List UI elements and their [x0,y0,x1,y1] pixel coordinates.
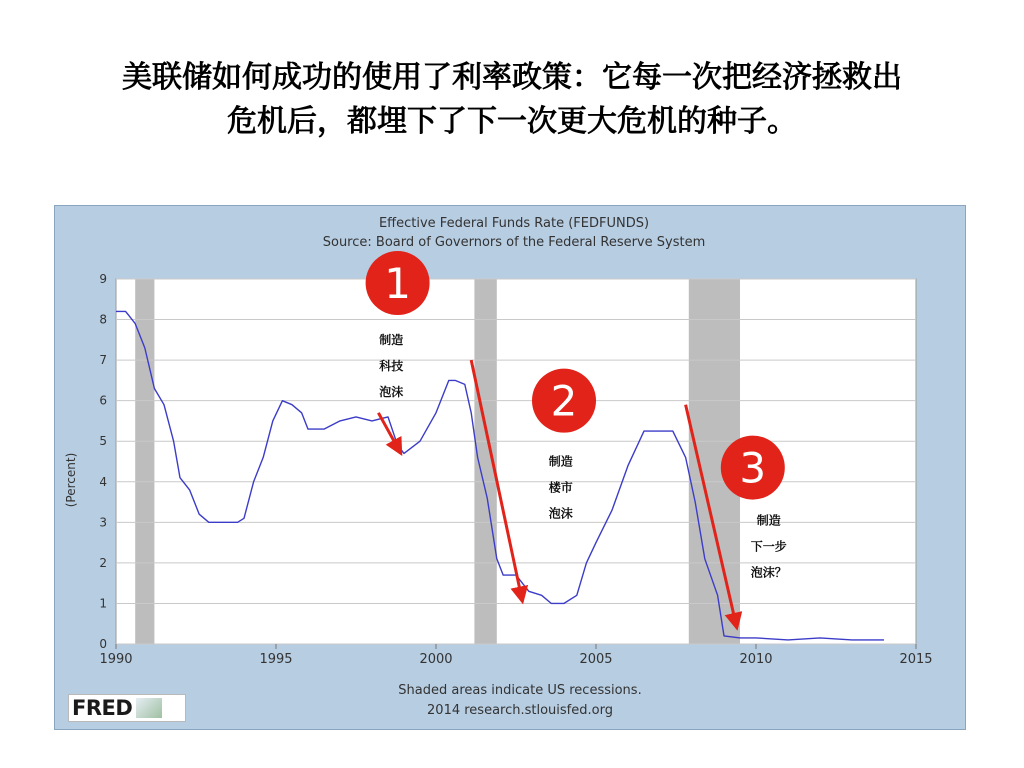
annotation-text: 下一步 [750,539,787,554]
slide-title-line-2: 危机后，都埋下了下一次更大危机的种子。 [227,104,797,139]
fred-logo-text: FRED [72,696,133,720]
annotation-text: 科技 [379,358,404,373]
annotation-text: 制造 [756,513,781,528]
x-tick-label: 1990 [99,652,133,667]
source-url: 2014 research.stlouisfed.org [427,703,613,718]
annotation-text: 泡沫 [548,506,573,521]
slide-title [40,56,984,144]
annotation-text: 泡沫 [379,384,404,399]
recession-band [135,279,154,644]
recession-note: Shaded areas indicate US recessions. [398,683,642,698]
x-tick-label: 2010 [739,652,773,667]
chart-title: Effective Federal Funds Rate (FEDFUNDS) [378,216,650,231]
badge-number: 2 [550,376,578,426]
y-tick-label: 1 [99,596,107,611]
fred-logo [68,694,186,722]
fed-funds-chart [54,205,966,730]
y-tick-label: 6 [99,393,107,408]
y-tick-label: 0 [99,637,107,651]
y-tick-label: 8 [99,312,107,327]
fred-logo-graph-icon [136,698,162,718]
annotation-text: 制造 [379,332,404,347]
y-tick-label: 3 [99,515,107,530]
y-tick-label: 9 [99,272,107,286]
slide-title-line-1: 美联储如何成功的使用了利率政策：它每一次把经济拯救出 [122,60,902,95]
chart-subtitle: Source: Board of Governors of the Federal Reserve System [322,235,706,250]
x-tick-label: 2000 [419,652,453,667]
y-tick-label: 5 [99,434,107,449]
badge-number: 1 [384,259,411,309]
annotation-text: 泡沫？ [750,565,787,580]
x-tick-label: 2015 [899,652,933,667]
y-tick-label: 4 [99,474,107,489]
x-tick-label: 1995 [259,652,293,667]
y-axis-label: (Percent) [64,452,78,508]
x-tick-label: 2005 [579,652,613,667]
badge-number: 3 [739,443,767,493]
plot-area [116,279,916,644]
y-tick-label: 7 [99,353,107,368]
y-tick-label: 2 [99,555,107,570]
annotation-text: 制造 [548,454,573,469]
annotation-text: 楼市 [548,480,573,495]
